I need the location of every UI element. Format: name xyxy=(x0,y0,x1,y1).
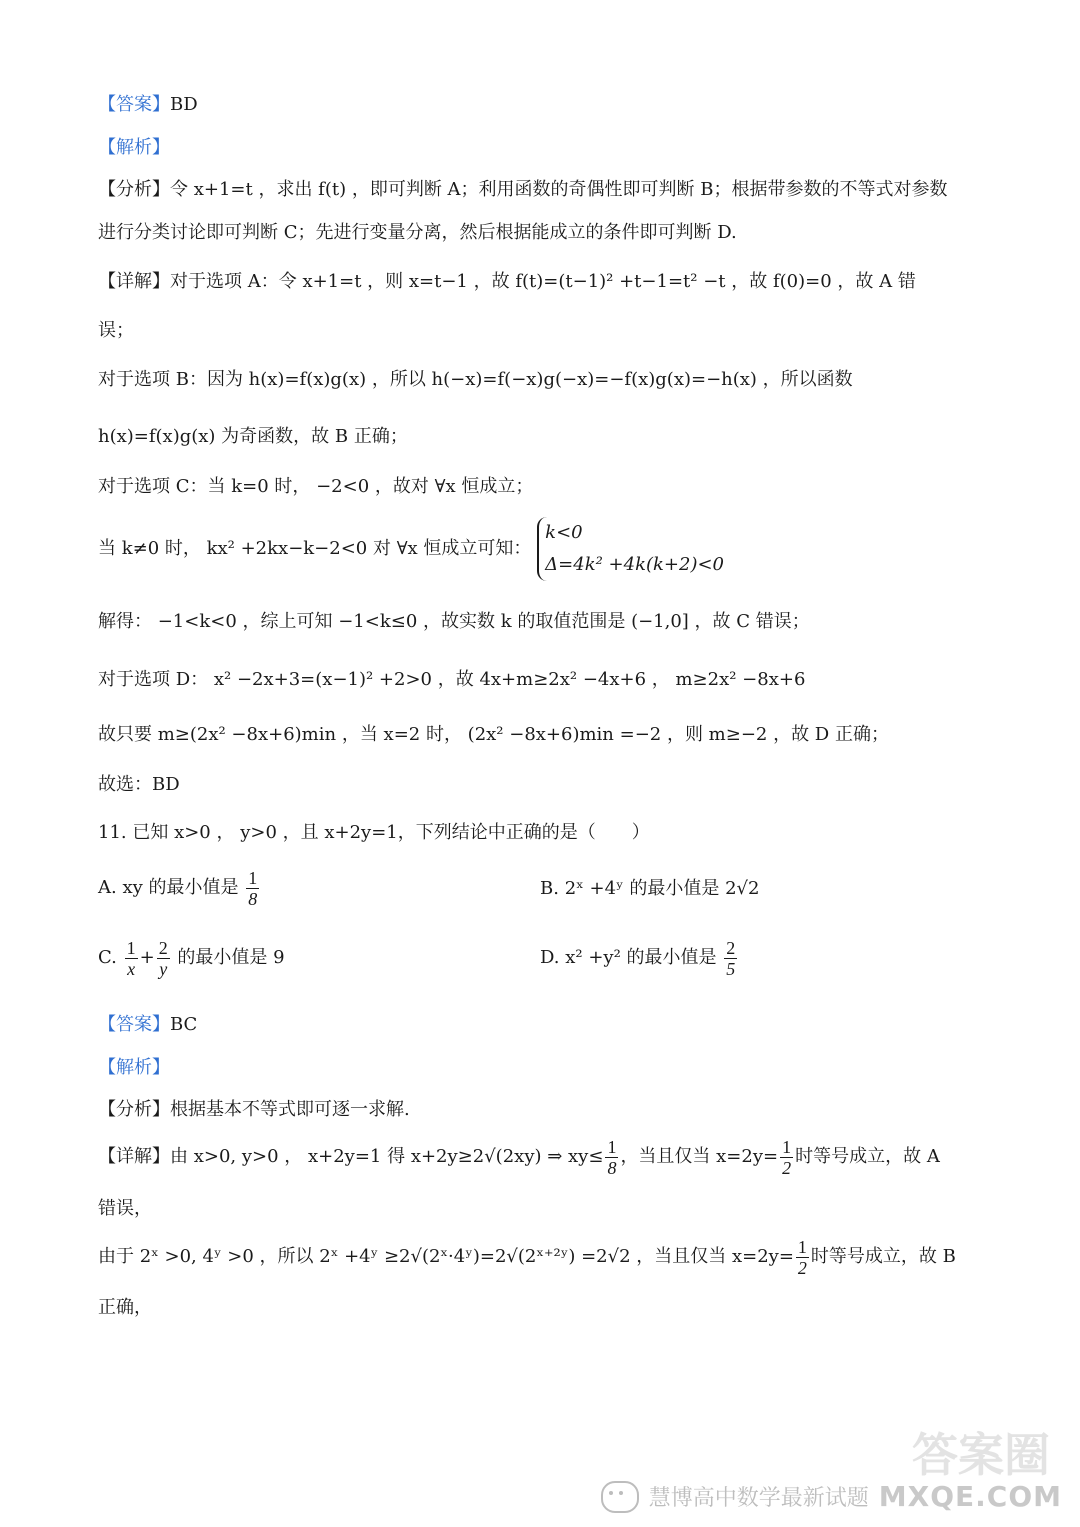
q11-analysis-tag: 【解析】 xyxy=(98,1057,170,1078)
q11-fenxi: 【分析】根据基本不等式即可逐一求解. xyxy=(98,1099,410,1120)
answer-tag: 【答案】 xyxy=(98,94,170,115)
watermark-text: 慧博高中数学最新试题 xyxy=(648,1486,869,1511)
q10-detail-a2: 误； xyxy=(98,320,134,341)
q10-detail-d2: 故只要 m≥(2x² −8x+6)min ，当 x=2 时， (2x² −8x+6)min =−2 ，则 m≥−2 ，故 D 正确； xyxy=(98,724,889,745)
cases-brace: k<0 Δ=4k² +4k(k+2)<0 xyxy=(537,517,724,581)
q10-detail-c2: 当 k≠0 时， kx² +2kx−k−2<0 对 ∀x 恒成立可知： k<0 Δ=4k² +4k(k+2)<0 xyxy=(98,517,724,581)
watermark-url: MXQE.COM xyxy=(878,1480,1062,1513)
q10-choice: 故选：BD xyxy=(98,774,180,795)
q10-detail-c1: 对于选项 C：当 k=0 时， −2<0 ，故对 ∀x 恒成立； xyxy=(98,476,534,497)
fraction: $\frac{1}{x}$ xyxy=(126,937,136,979)
q11-detail-1d: 错误， xyxy=(98,1198,152,1219)
q10-detail-a1: 【详解】对于选项 A：令 x+1=t ，则 x=t−1 ，故 f(t)=(t−1)² +t−1=t² −t ，故 f(0)=0 ，故 A 错 xyxy=(98,271,916,292)
fraction: $\frac{1}{8}$ xyxy=(248,867,258,909)
q10-detail-c3: 解得： −1<k<0 ，综上可知 −1<k≤0 ，故实数 k 的取值范围是 (−1,0] ，故 C 错误； xyxy=(98,611,810,632)
q10-answer-line xyxy=(98,92,198,118)
q11-option-a: A. xy 的最小值是 $\frac{1}{8}$ xyxy=(98,867,258,909)
wechat-icon xyxy=(601,1481,639,1513)
q10-fenxi-1: 【分析】令 x+1=t ，求出 f(t) ，即可判断 A；利用函数的奇偶性即可判断 B；根据带参数的不等式对参数 xyxy=(98,179,948,200)
q10-analysis-tag: 【解析】 xyxy=(98,137,170,158)
answer-value: BD xyxy=(170,94,198,115)
q11-answer-line: 【答案】BC xyxy=(98,1014,198,1035)
fraction: $\frac{2}{5}$ xyxy=(726,937,736,979)
watermark xyxy=(601,1480,1062,1513)
q11-stem: 11. 已知 x>0 ， y>0 ，且 x+2y=1，下列结论中正确的是（ ） xyxy=(98,822,650,843)
fraction: $\frac{1}{2}$ xyxy=(797,1236,807,1278)
q11-detail-2: 由于 2ˣ >0, 4ʸ >0 ，所以 2ˣ +4ʸ ≥2√(2ˣ·4ʸ)=2√(2ˣ⁺²ʸ) =2√2 ，当且仅当 x=2y= $\frac{1}{2}$ 时等号成立，故 B xyxy=(98,1236,956,1278)
q10-fenxi-2: 进行分类讨论即可判断 C；先进行变量分离，然后根据能成立的条件即可判断 D. xyxy=(98,222,737,243)
q10-detail-b1: 对于选项 B：因为 h(x)=f(x)g(x) ，所以 h(−x)=f(−x)g(−x)=−f(x)g(x)=−h(x) ，所以函数 xyxy=(98,369,853,390)
q10-detail-d1: 对于选项 D： x² −2x+3=(x−1)² +2>0 ，故 4x+m≥2x² −4x+6 ， m≥2x² −8x+6 xyxy=(98,669,806,690)
fraction: $\frac{1}{8}$ xyxy=(607,1136,617,1178)
q11-option-d: D. x² +y² 的最小值是 $\frac{2}{5}$ xyxy=(540,937,736,979)
q11-detail-2c: 正确， xyxy=(98,1297,152,1318)
q11-option-b: B. 2ˣ +4ʸ 的最小值是 2√2 xyxy=(540,878,760,899)
q11-detail-1: 【详解】由 x>0, y>0 ， x+2y=1 得 x+2y≥2√(2xy) ⇒ xy≤ $\frac{1}{8}$ ，当且仅当 x=2y= $\frac{1}{2}$ 时等号成立，故 A xyxy=(98,1136,940,1178)
q10-detail-b2: h(x)=f(x)g(x) 为奇函数，故 B 正确； xyxy=(98,426,408,447)
watermark-big: 答案圈 xyxy=(912,1428,1050,1482)
fraction: $\frac{2}{y}$ xyxy=(158,937,168,979)
q11-option-c: C. $\frac{1}{x}$ + $\frac{2}{y}$ 的最小值是 9 xyxy=(98,937,285,979)
fraction: $\frac{1}{2}$ xyxy=(782,1136,792,1178)
